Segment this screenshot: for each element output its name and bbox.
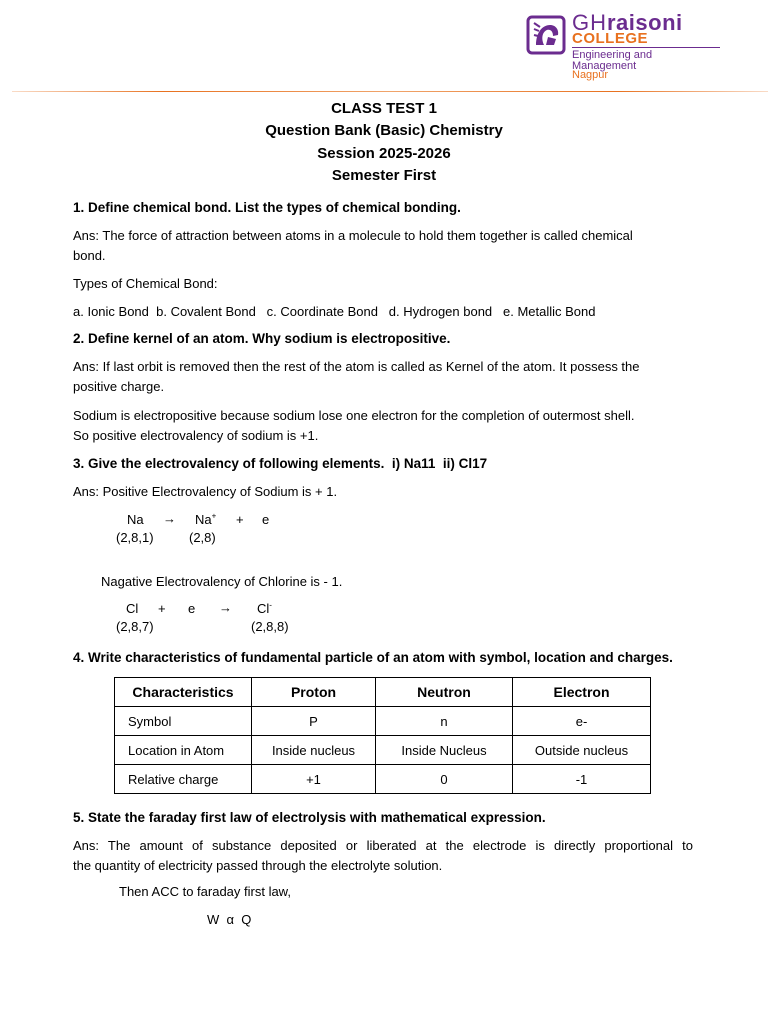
college-logo xyxy=(526,12,726,84)
table-cell: +1 xyxy=(252,765,376,794)
eq1-reactant: Na xyxy=(127,512,144,527)
table-cell: 0 xyxy=(376,765,513,794)
logo-college: COLLEGE xyxy=(572,30,649,47)
particle-table xyxy=(114,677,651,794)
question-1: 1. Define chemical bond. List the types of chemical bonding. xyxy=(73,200,461,215)
table-cell: P xyxy=(252,707,376,736)
logo-city: Nagpur xyxy=(572,69,609,81)
answer-2: Ans: If last orbit is removed then the rest of the atom is called as Kernel of the atom. It possess the positive charge. xyxy=(73,359,640,394)
table-cell: Inside Nucleus xyxy=(376,736,513,765)
semester-title: Semester First xyxy=(331,167,437,184)
bond-types-label: Types of Chemical Bond: xyxy=(73,276,218,291)
header-divider xyxy=(12,91,768,92)
session-title: Session 2025-2026 xyxy=(317,145,451,162)
table-cell: -1 xyxy=(513,765,651,794)
lion-emblem-icon xyxy=(526,15,566,55)
answer-3-chlorine: Nagative Electrovalency of Chlorine is - 1. xyxy=(101,574,343,589)
logo-brand: GHraisoni xyxy=(572,10,683,35)
faraday-formula: W α Q xyxy=(207,912,252,927)
table-row xyxy=(115,707,651,736)
eq2-config-right: (2,8,8) xyxy=(251,619,289,634)
arrow-right-icon: → xyxy=(163,511,176,526)
eq2-electron: e xyxy=(188,601,196,616)
table-cell: Outside nucleus xyxy=(513,736,651,765)
table-cell: Symbol xyxy=(115,707,252,736)
eq1-config-left: (2,8,1) xyxy=(116,530,154,545)
eq2-plus: + xyxy=(158,601,166,616)
question-5: 5. State the faraday first law of electrolysis with mathematical expression. xyxy=(73,810,546,825)
eq1-plus: + xyxy=(236,512,244,527)
eq2-config-left: (2,8,7) xyxy=(116,619,154,634)
subject-title: Question Bank (Basic) Chemistry xyxy=(265,122,503,139)
answer-5: Ans: The amount of substance deposited or liberated at the electrode is directly proportional to the quantity of electricity passed through the electrolyte solution. xyxy=(73,838,693,873)
table-cell: Relative charge xyxy=(115,765,252,794)
table-header-cell: Characteristics xyxy=(115,678,252,707)
table-row xyxy=(115,736,651,765)
logo-divider xyxy=(572,47,720,48)
table-header-cell: Proton xyxy=(252,678,376,707)
question-3: 3. Give the electrovalency of following elements. i) Na11 ii) Cl17 xyxy=(73,456,488,471)
eq2-product: Cl- xyxy=(257,600,272,616)
eq2-reactant: Cl xyxy=(126,601,139,616)
test-title: CLASS TEST 1 xyxy=(331,100,437,117)
eq1-product: Na+ xyxy=(195,511,217,527)
eq1-config-right: (2,8) xyxy=(189,530,216,545)
table-row xyxy=(115,765,651,794)
table-cell: Location in Atom xyxy=(115,736,252,765)
eq1-electron: e xyxy=(262,512,270,527)
sodium-paragraph: Sodium is electropositive because sodium lose one electron for the completion of outermost shell. So positive electrovalency of sodium is +1. xyxy=(73,408,635,443)
table-header-row xyxy=(115,678,651,707)
answer-1: Ans: The force of attraction between atoms in a molecule to hold them together is called chemical bond. xyxy=(73,228,633,263)
arrow-right-icon: → xyxy=(219,600,232,615)
table-header-cell: Electron xyxy=(513,678,651,707)
logo-subtitle: Engineering and Management xyxy=(572,49,653,72)
question-4: 4. Write characteristics of fundamental particle of an atom with symbol, location and charges. xyxy=(73,650,673,665)
bond-types-list: a. Ionic Bond b. Covalent Bond c. Coordinate Bond d. Hydrogen bond e. Metallic Bond xyxy=(73,304,596,319)
table-cell: e- xyxy=(513,707,651,736)
faraday-intro: Then ACC to faraday first law, xyxy=(119,884,291,899)
table-cell: n xyxy=(376,707,513,736)
question-2: 2. Define kernel of an atom. Why sodium is electropositive. xyxy=(73,331,451,346)
table-cell: Inside nucleus xyxy=(252,736,376,765)
table-header-cell: Neutron xyxy=(376,678,513,707)
answer-3-sodium: Ans: Positive Electrovalency of Sodium is + 1. xyxy=(73,484,338,499)
